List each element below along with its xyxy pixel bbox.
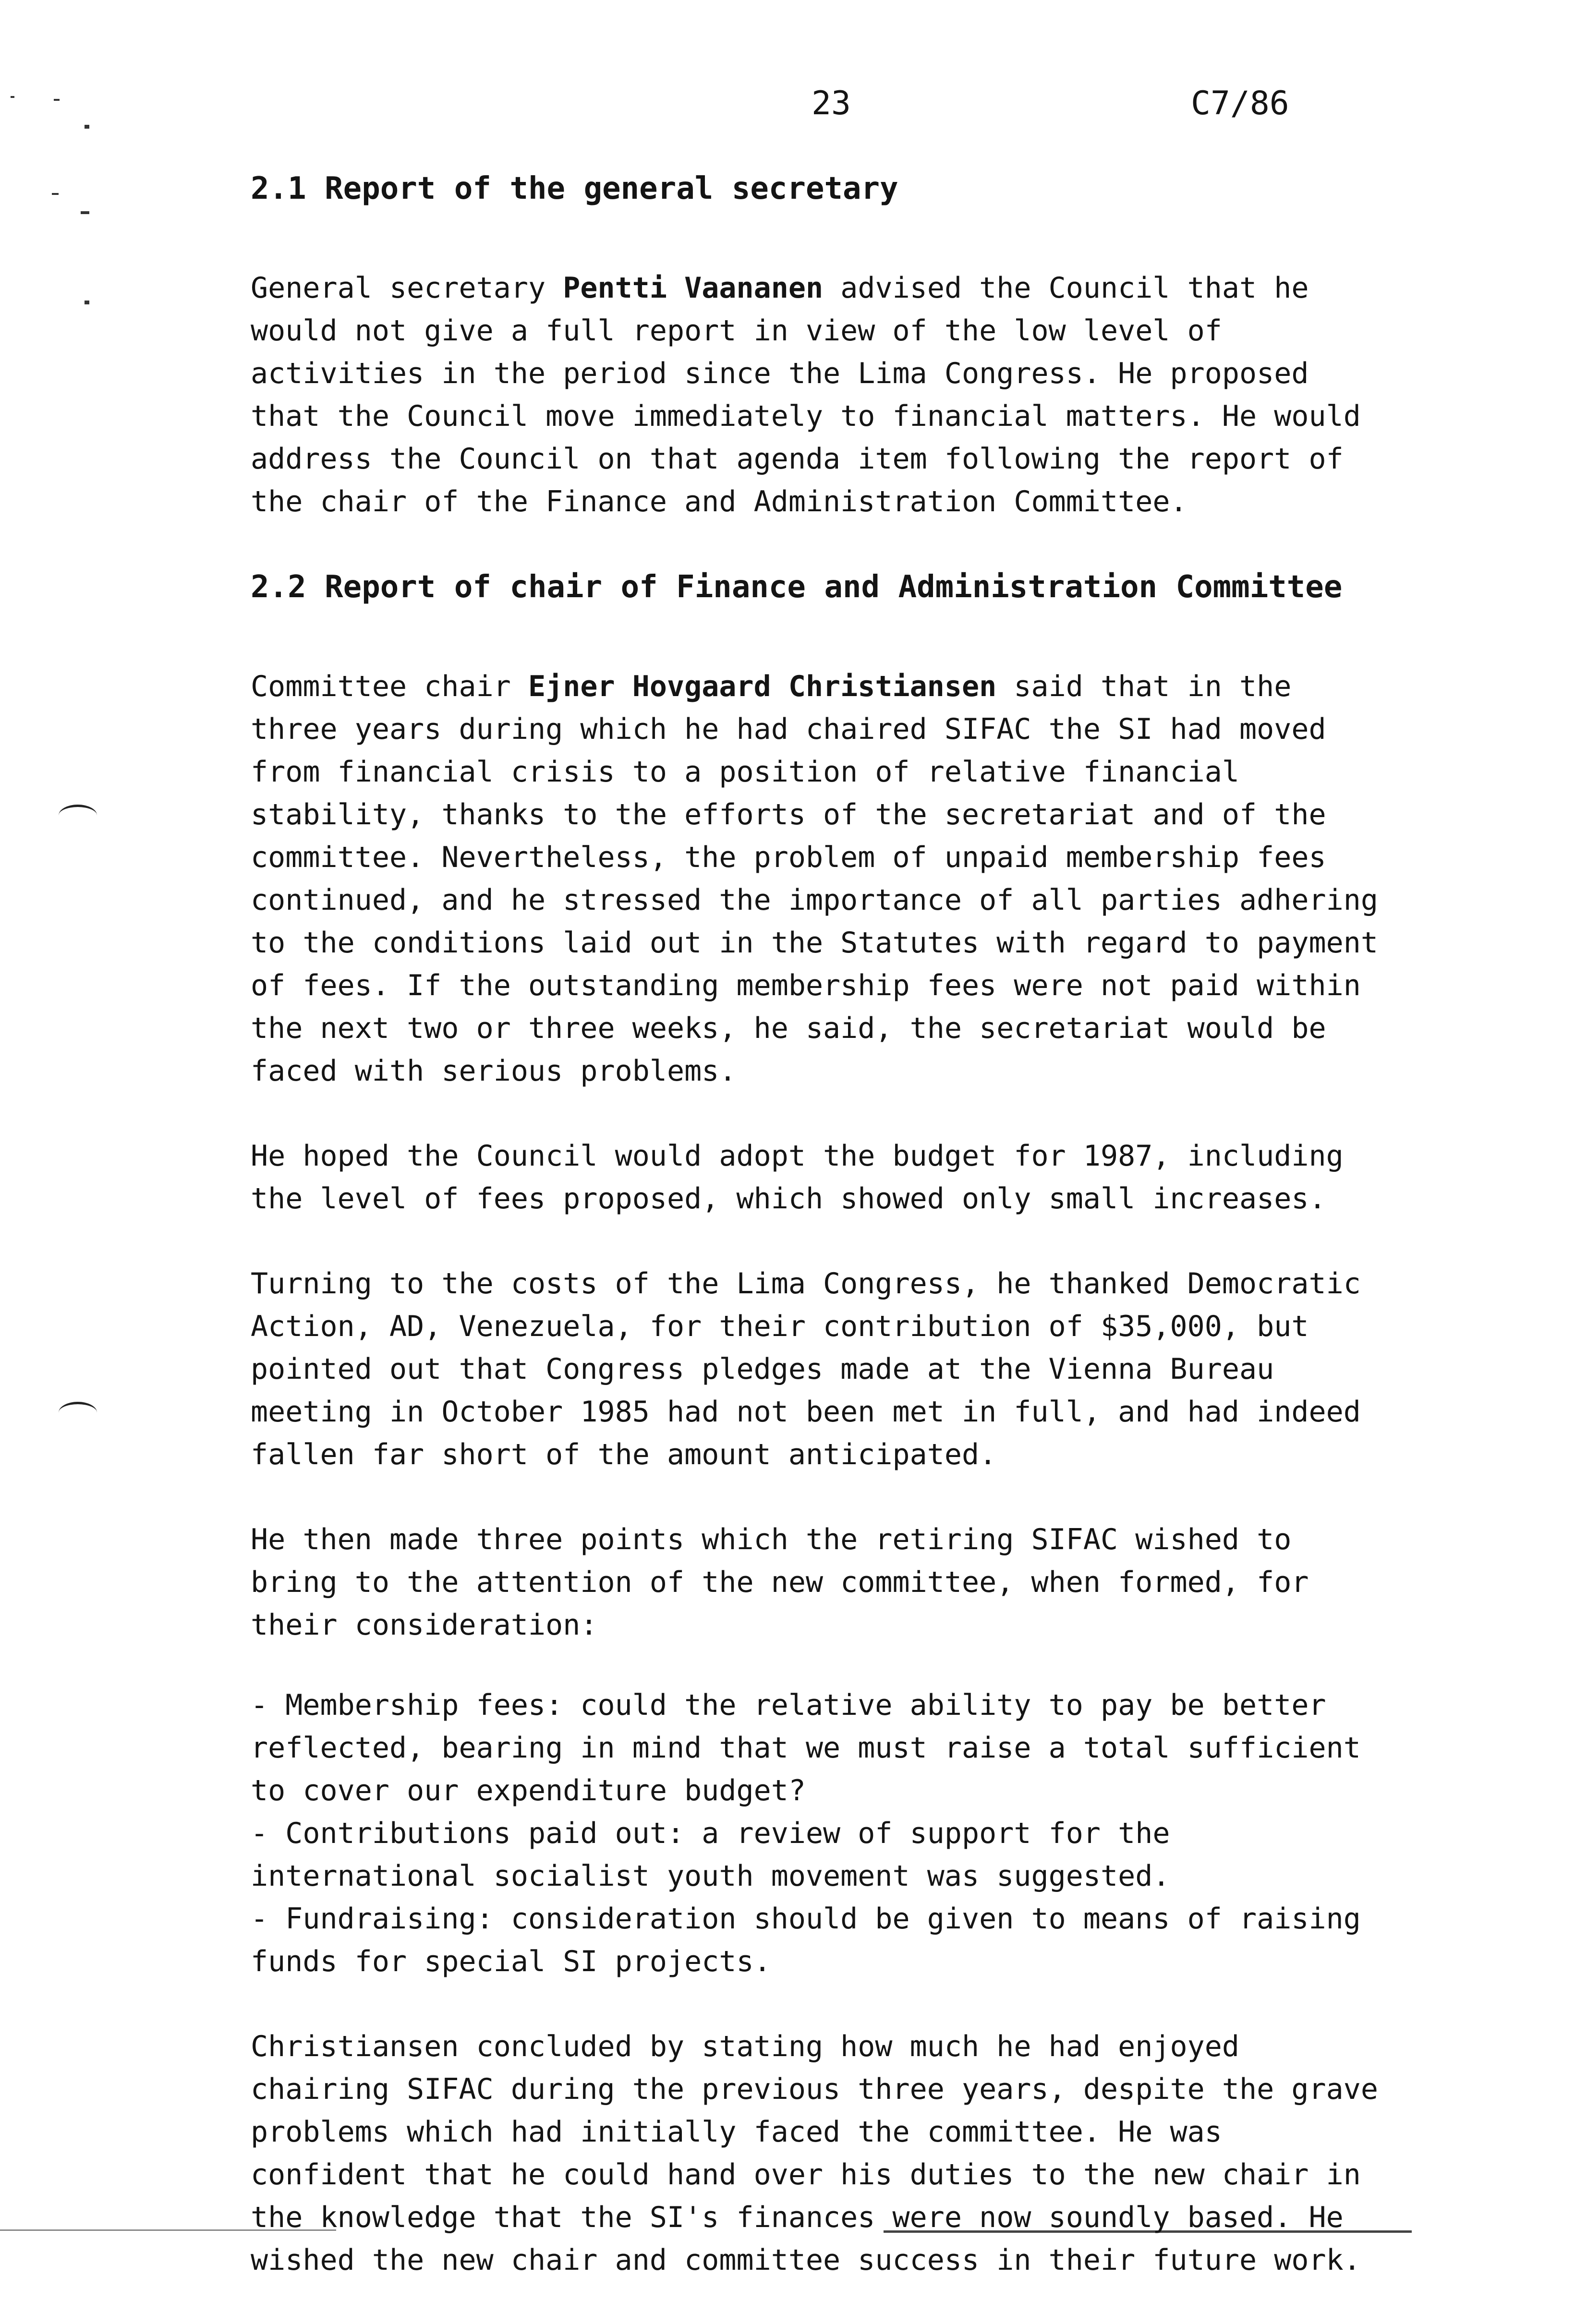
paragraph-committee-chair	[251, 665, 1393, 1093]
section-heading-2-1: 2.1 Report of the general secretary	[251, 171, 898, 206]
page-number: 23	[812, 84, 851, 122]
speaker-name: Pentti Vaananen	[563, 271, 824, 305]
paragraph-budget: He hoped the Council would adopt the budget for 1987, including the level of fees proposed, which showed only small increases.	[251, 1139, 1344, 1216]
scan-speck	[81, 211, 89, 214]
scan-speck	[54, 99, 60, 101]
punch-hole-arc	[59, 1402, 97, 1423]
document-reference: C7/86	[1191, 84, 1289, 122]
paragraph-conclusion: Christiansen concluded by stating how much he had enjoyed chairing SIFAC during the previous three years, despite the grave problems which had initially faced the committee. He was confident that he could hand over his duties to the new chair in the knowledge that the SI's finances were now soundly based. He wished the new chair and committee success in their future work.	[251, 2030, 1378, 2277]
paragraph-text: General secretary	[251, 271, 563, 305]
list-item: - Membership fees: could the relative ability to pay be better reflected, bearing in mind that we must raise a total sufficient to cover our expenditure budget?	[251, 1688, 1361, 1807]
scan-speck	[85, 301, 89, 304]
paragraph-text: Committee chair	[251, 670, 528, 703]
section-heading-2-2: 2.2 Report of chair of Finance and Administration Committee	[251, 569, 1343, 605]
paragraph-lima-costs: Turning to the costs of the Lima Congress, he thanked Democratic Action, AD, Venezuela, for their contribution of $35,000, but pointed out that Congress pledges made at the Vienna Bureau meeting in October 1985 had not been met in full, and had indeed fallen far short of the amount anticipated.	[251, 1267, 1361, 1471]
list-item: - Contributions paid out: a review of support for the international socialist youth movement was suggested.	[251, 1817, 1170, 1893]
paragraph-text: said that in the three years during which he had chaired SIFAC the SI had moved from financial crisis to a position of relative financial stability, thanks to the efforts of the secretariat and of the committee. Nevertheless, the problem of unpaid membership fees continued, and he stressed the importance of all parties adhering to the conditions laid out in the Statutes with regard to payment of fees. If the outstanding membership fees were not paid within the next two or three weeks, he said, the secretariat would be faced with serious problems.	[251, 670, 1378, 1088]
scan-speck	[52, 193, 59, 195]
paragraph-three-points-intro: He then made three points which the retiring SIFAC wished to bring to the attention of the new committee, when formed, for their consideration:	[251, 1523, 1309, 1642]
punch-hole-arc	[59, 805, 97, 826]
scan-speck	[11, 96, 14, 98]
document-body	[251, 167, 1393, 2324]
list-item: - Fundraising: consideration should be given to means of raising funds for special SI projects.	[251, 1902, 1361, 1978]
scan-speck	[85, 125, 89, 129]
paragraph-text: advised the Council that he would not give a full report in view of the low level of activities in the period since the Lima Congress. He proposed that the Council move immediately to financial matters. He would address the Council on that agenda item following the report of the chair of the Finance and Administration Committee.	[251, 271, 1361, 518]
points-list	[251, 1684, 1393, 1983]
paragraph-general-secretary	[251, 267, 1393, 523]
speaker-name: Ejner Hovgaard Christiansen	[528, 670, 997, 703]
